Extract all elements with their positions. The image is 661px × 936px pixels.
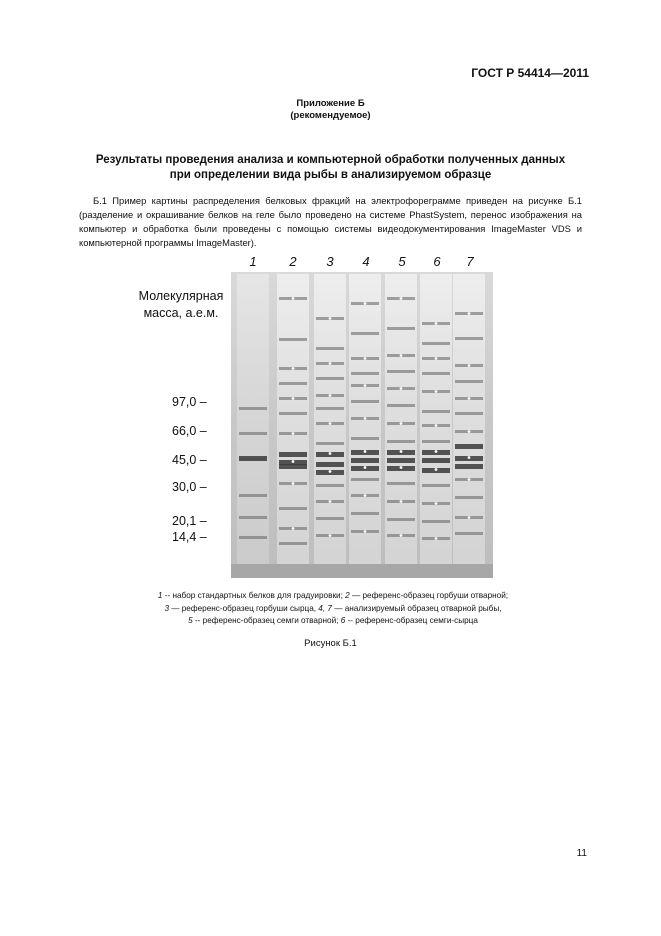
gel-band [387,327,415,330]
gel-band [316,462,344,467]
band-marker-dot [400,466,403,469]
mw-label-30: 30,0 – [172,480,207,494]
gel-band [316,517,344,520]
mw-label-14: 14,4 – [172,530,207,544]
gel-band [279,412,307,415]
gel-band [316,442,344,445]
legend-line3 [84,615,582,628]
band-marker-dot [468,312,471,315]
gel-band [387,404,415,407]
figure-caption: Рисунок Б.1 [304,638,357,649]
band-marker-dot [435,322,438,325]
band-marker-dot [364,417,367,420]
band-marker-dot [329,317,332,320]
molecular-mass-title [133,288,229,322]
gel-band [422,440,450,443]
gel-band [422,342,450,345]
lane-number-1: 1 [249,254,257,269]
gel-band [422,484,450,487]
gel-lane-7 [453,274,485,564]
band-marker-dot [364,384,367,387]
gel-band [422,410,450,413]
gel-band [387,482,415,485]
gel-band [387,458,415,463]
gel-band [351,458,379,463]
gel-band [279,382,307,385]
gel-band [279,464,307,469]
band-marker-dot [329,394,332,397]
legend-text-4: — анализируемый образец отварной рыбы, [331,603,502,613]
gel-band [351,332,379,335]
mw-label-45: 45,0 – [172,453,207,467]
gel-band [422,520,450,523]
gel-band [239,456,267,461]
band-marker-dot [400,534,403,537]
gel-band [422,458,450,463]
band-marker-dot [292,432,295,435]
electrophoresis-gel-image [231,272,493,578]
legend-text-2: — референс-образец горбуши отварной; [349,591,509,600]
mw-label-20: 20,1 – [172,514,207,528]
lane-number-7: 7 [466,254,474,269]
band-marker-dot [329,452,332,455]
band-marker-dot [435,468,438,471]
legend-text-3: — референс-образец горбуши сырца, [169,603,319,613]
mw-label-97: 97,0 – [172,395,207,409]
gel-band [422,372,450,375]
band-marker-dot [364,530,367,533]
gel-band [351,400,379,403]
band-marker-dot [468,516,471,519]
standard-number: ГОСТ Р 54414—2011 [471,66,589,80]
gel-band [239,407,267,410]
band-marker-dot [292,482,295,485]
band-marker-dot [292,297,295,300]
gel-band [455,412,483,415]
lane-number-6: 6 [433,254,441,269]
band-marker-dot [292,460,295,463]
gel-band [351,437,379,440]
band-marker-dot [400,354,403,357]
gel-band [387,518,415,521]
gel-lane-2 [277,274,309,564]
band-marker-dot [329,362,332,365]
intro-paragraph: Б.1 Пример картины распределения белковых фракций на электрофореграмме приведен на рисунке Б.1 (разделение и окрашивание белков на геле было проведено на системе PhastSystem, перенос изображения на компьютер и обработка были проведены с помощью системы видеодокументирования ImageMaster VDS и компьютерной программы ImageMaster). [79,195,582,248]
band-marker-dot [329,470,332,473]
band-marker-dot [468,430,471,433]
lane-number-3: 3 [326,254,334,269]
band-marker-dot [400,450,403,453]
gel-band [316,484,344,487]
lane-number-2: 2 [289,254,297,269]
gel-lane-1 [237,274,269,564]
band-marker-dot [292,397,295,400]
gel-band [351,512,379,515]
legend-num-4: 4, 7 [318,603,332,613]
band-marker-dot [400,297,403,300]
appendix-status: (рекомендуемое) [290,110,371,121]
band-marker-dot [435,537,438,540]
gel-band [455,496,483,499]
band-marker-dot [435,357,438,360]
molecular-mass-title-line1: Молекулярная [138,289,224,303]
band-marker-dot [364,357,367,360]
gel-band [239,432,267,435]
band-marker-dot [400,387,403,390]
band-marker-dot [435,390,438,393]
gel-band [387,440,415,443]
gel-band [455,532,483,535]
lane-number-5: 5 [398,254,406,269]
gel-band [239,536,267,539]
section-title-line2: при определении вида рыбы в анализируемом образце [169,169,492,181]
band-marker-dot [435,450,438,453]
gel-band [455,444,483,449]
gel-band [279,542,307,545]
legend-text-1: -- набор стандартных белков для градуировки; [162,591,346,600]
legend-text-5: -- референс-образец семги отварной; [192,616,341,625]
band-marker-dot [329,500,332,503]
band-marker-dot [435,424,438,427]
lane-number-4: 4 [362,254,370,269]
band-marker-dot [292,527,295,530]
section-title [60,153,601,183]
band-marker-dot [329,534,332,537]
gel-band [239,494,267,497]
band-marker-dot [400,422,403,425]
appendix-label: Приложение Б [296,98,365,109]
figure-legend [84,590,582,628]
band-marker-dot [292,367,295,370]
gel-band [239,516,267,519]
gel-band [316,347,344,350]
band-marker-dot [468,456,471,459]
gel-band [279,452,307,457]
section-title-line1: Результаты проведения анализа и компьютерной обработки полученных данных [95,154,566,166]
lane-numbers [231,254,493,274]
legend-num-2: 2 [345,591,350,600]
band-marker-dot [364,450,367,453]
band-marker-dot [364,466,367,469]
band-marker-dot [468,364,471,367]
legend-text-6: -- референс-образец семги-сырца [345,616,478,625]
legend-num-5: 5 [188,616,193,625]
appendix-heading [0,98,661,122]
band-marker-dot [329,422,332,425]
gel-band [351,478,379,481]
gel-band [316,407,344,410]
gel-band [455,337,483,340]
band-marker-dot [364,302,367,305]
gel-band [455,380,483,383]
gel-band [316,377,344,380]
molecular-mass-title-line2: масса, а.е.м. [143,306,219,320]
band-marker-dot [364,494,367,497]
gel-band [455,464,483,469]
band-marker-dot [468,478,471,481]
legend-num-6: 6 [340,616,346,625]
gel-band [351,372,379,375]
gel-band [279,507,307,510]
legend-num-1: 1 [157,591,163,600]
band-marker-dot [435,502,438,505]
band-marker-dot [468,397,471,400]
legend-num-3: 3 [164,603,170,613]
band-marker-dot [400,500,403,503]
gel-band [387,370,415,373]
page-number: 11 [576,848,587,859]
legend-line1 [84,590,582,603]
legend-line2 [84,603,582,616]
mw-label-66: 66,0 – [172,424,207,438]
gel-band [279,338,307,341]
